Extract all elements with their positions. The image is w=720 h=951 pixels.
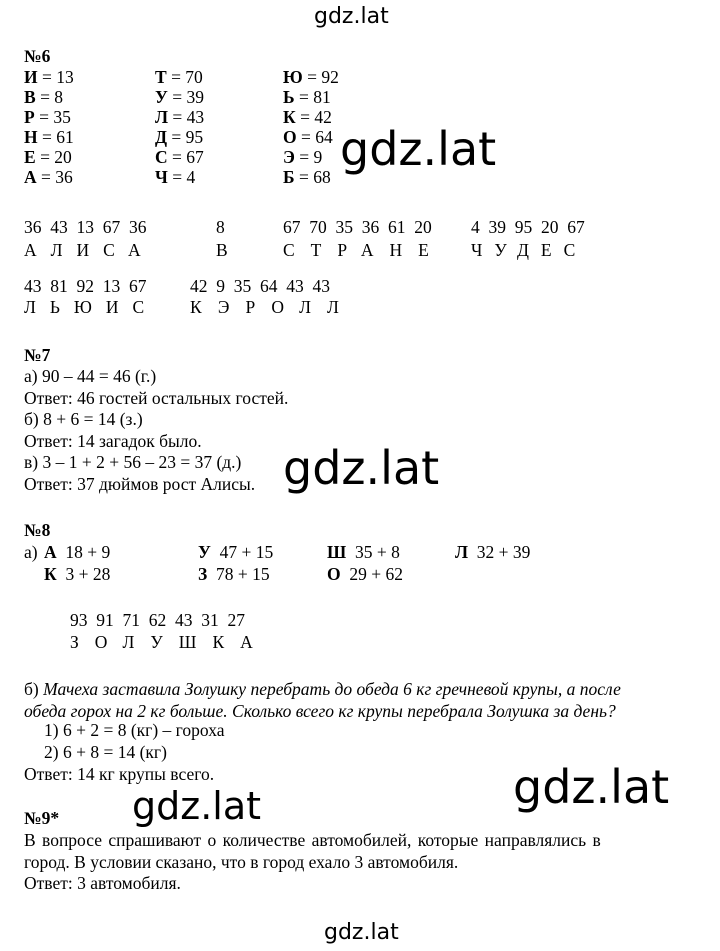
value: 3 + 28: [65, 564, 111, 584]
answer-line: Ответ: 14 кг крупы всего.: [24, 764, 215, 784]
decoded-word: АЛИСА: [24, 240, 155, 260]
value: 32 + 39: [476, 542, 531, 562]
exercise-6-title: №6: [24, 46, 51, 66]
text-line: а) 90 – 44 = 46 (г.): [24, 366, 157, 386]
text-line: Ответ: 14 загадок было.: [24, 430, 202, 451]
letter: Ь: [283, 87, 295, 107]
value: = 36: [41, 167, 73, 187]
letter: Ч: [155, 167, 168, 187]
letter: В: [24, 87, 36, 107]
text-line: Ответ: 37 дюймов рост Алисы.: [24, 473, 256, 494]
watermark-large-4: gdz.lat: [132, 784, 262, 828]
letter-table-col1: [24, 67, 74, 187]
letter: Д: [155, 127, 168, 147]
letter-table-col2: [155, 67, 204, 187]
decoded-word: СТРАНЕ: [283, 240, 445, 260]
decoded-word: ЛЬЮИС: [24, 297, 159, 317]
exercise-7-title: №7: [24, 345, 51, 365]
value: = 4: [172, 167, 196, 187]
code-numbers: 4 39 95 20 67: [471, 217, 585, 237]
text-line: б) 8 + 6 = 14 (з.): [24, 409, 143, 429]
value: = 43: [172, 107, 205, 127]
exercise-9-body: [24, 830, 601, 895]
letter: Л: [455, 542, 469, 562]
exercise-9-title: №9*: [24, 808, 60, 828]
solution-step: 1) 6 + 2 = 8 (кг) – гороха: [44, 720, 225, 740]
letter: А: [24, 167, 37, 187]
letter: К: [44, 564, 57, 584]
value: 47 + 15: [219, 542, 274, 562]
text-line: В вопросе спрашивают о количестве автомобилей, которые направлялись в: [24, 830, 601, 850]
expression: [198, 564, 270, 584]
value: = 9: [299, 147, 323, 167]
letter: Е: [24, 147, 36, 167]
expression: [327, 542, 400, 562]
letter: А: [44, 542, 57, 562]
value: = 42: [300, 107, 332, 127]
letter: О: [283, 127, 297, 147]
text-line: город. В условии сказано, что в город ехало 3 автомобиля.: [24, 851, 459, 872]
value: = 92: [307, 67, 339, 87]
part-b-task: [24, 679, 621, 722]
answer-line: Ответ: 3 автомобиля.: [24, 873, 181, 893]
code-numbers: 36 43 13 67 36: [24, 217, 147, 237]
code-numbers: 42 9 35 64 43 43: [190, 276, 330, 296]
watermark-large-1: gdz.lat: [340, 122, 497, 176]
letter: З: [198, 564, 208, 584]
solution-step: 2) 6 + 8 = 14 (кг): [44, 742, 167, 762]
value: 29 + 62: [349, 564, 403, 584]
value: = 20: [40, 147, 72, 167]
exercise-8-title: №8: [24, 520, 51, 540]
code-numbers: 43 81 92 13 67: [24, 276, 147, 296]
value: = 68: [298, 167, 331, 187]
decoded-word: КЭРОЛЛ: [190, 297, 355, 317]
letter: У: [155, 87, 168, 107]
task-text: обеда горох на 2 кг больше. Сколько всего кг крупы перебрала Золушка за день?: [24, 700, 616, 721]
value: 78 + 15: [216, 564, 270, 584]
expression: [455, 542, 530, 562]
exercise-7-body: [24, 366, 288, 495]
value: = 81: [298, 87, 331, 107]
part-a-label: а): [24, 542, 38, 562]
value: = 39: [172, 87, 204, 107]
value: 35 + 8: [354, 542, 400, 562]
watermark-large-2: gdz.lat: [283, 441, 440, 495]
letter-table-col3: [283, 67, 339, 187]
code-numbers: 93 91 71 62 43 31 27: [70, 610, 245, 630]
watermark-bottom: gdz.lat: [324, 920, 399, 945]
letter: С: [155, 147, 168, 167]
decoded-word: В: [216, 240, 242, 260]
letter: Б: [283, 167, 295, 187]
letter: К: [283, 107, 296, 127]
letter: Ю: [283, 67, 303, 87]
expression: [44, 542, 110, 562]
part-b-label: б): [24, 679, 39, 699]
expression: [198, 542, 273, 562]
letter: Л: [155, 107, 169, 127]
value: = 8: [40, 87, 64, 107]
decoded-word: ЗОЛУШКА: [70, 632, 269, 652]
letter: И: [24, 67, 38, 87]
task-text: Мачеха заставила Золушку перебрать до обеда 6 кг гречневой крупы, а после: [43, 679, 621, 699]
value: = 13: [42, 67, 74, 87]
letter: О: [327, 564, 341, 584]
letter: Н: [24, 127, 38, 147]
expression: [327, 564, 403, 584]
value: = 95: [171, 127, 204, 147]
decoded-word: ЧУДЕС: [471, 240, 588, 260]
code-numbers: 67 70 35 36 61 20: [283, 217, 432, 237]
letter: Э: [283, 147, 295, 167]
letter: Ш: [327, 542, 347, 562]
text-line: Ответ: 46 гостей остальных гостей.: [24, 387, 289, 408]
letter: Т: [155, 67, 167, 87]
value: = 61: [42, 127, 74, 147]
value: = 35: [39, 107, 71, 127]
text-line: в) 3 – 1 + 2 + 56 – 23 = 37 (д.): [24, 452, 242, 472]
value: = 70: [171, 67, 203, 87]
value: = 64: [301, 127, 333, 147]
value: = 67: [172, 147, 204, 167]
value: 18 + 9: [65, 542, 111, 562]
expression: [44, 564, 110, 584]
letter: У: [198, 542, 211, 562]
letter: Р: [24, 107, 35, 127]
watermark-large-3: gdz.lat: [513, 760, 670, 814]
watermark-top: gdz.lat: [314, 4, 389, 29]
code-numbers: 8: [216, 217, 225, 237]
